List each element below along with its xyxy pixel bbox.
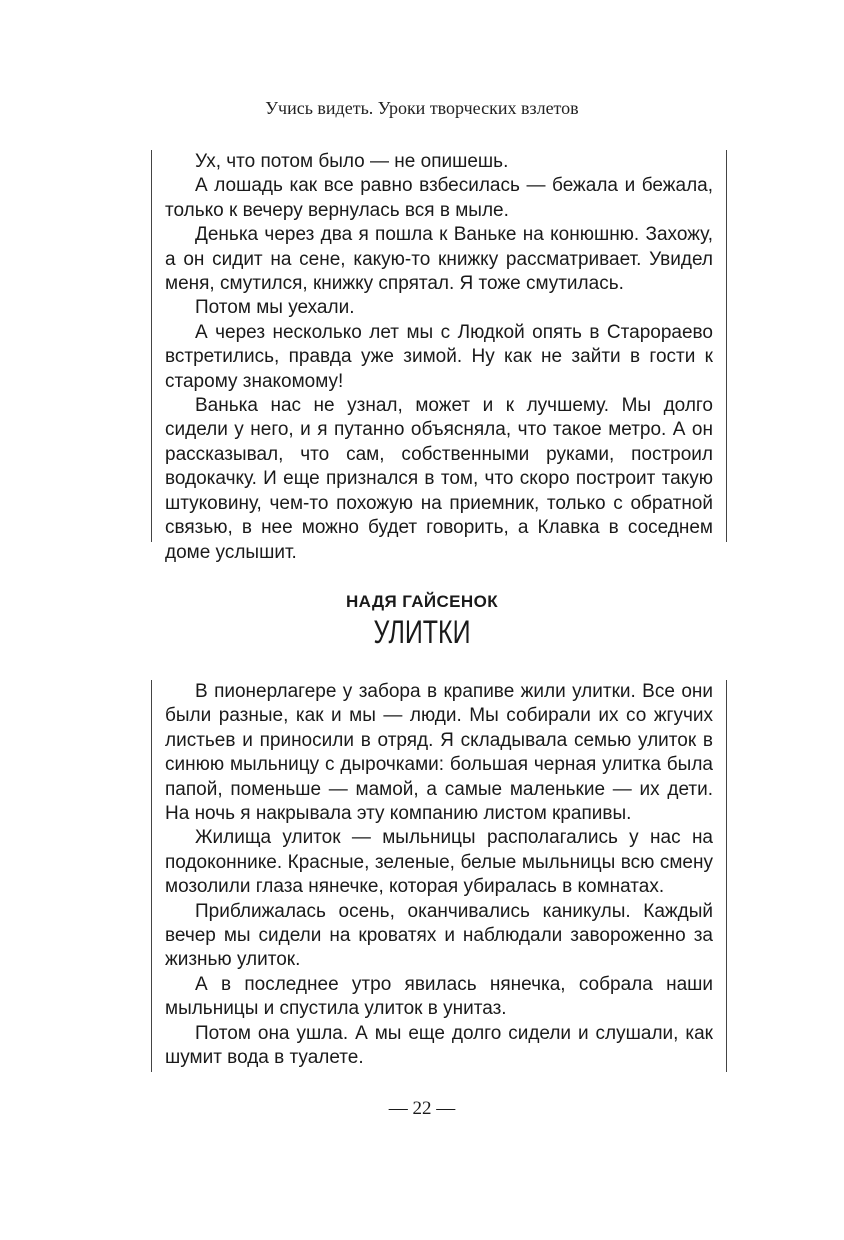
story-author: НАДЯ ГАЙСЕНОК xyxy=(346,592,498,611)
paragraph: Потом мы уехали. xyxy=(195,297,355,319)
paragraph: А лошадь как все равно взбесилась — бежала и бежала, только к вечеру вернулась вся в мыле. xyxy=(165,175,713,221)
paragraph: В пионерлагере у забора в крапиве жили улитки. Все они были разные, как и мы — люди. Мы собирали их со жгучих листьев и приносили в отряд. Я складывала семью улиток в синюю мыльницу с дырочками: большая черная улитка была папой, поменьше — мамой, а самые маленькие — их дети. На ночь я накрывала эту компанию листом крапивы. xyxy=(165,681,713,825)
story-title: УЛИТКИ xyxy=(373,614,471,650)
paragraph: А в последнее утро явилась нянечка, собрала наши мыльницы и спустила улиток в унитаз. xyxy=(165,973,713,1020)
story-excerpt-text xyxy=(151,150,727,563)
paragraph: Жилища улиток — мыльницы располагались у нас на подоконнике. Красные, зеленые, белые мыльницы всю смену мозолили глаза нянечке, которая убиралась в комнатах. xyxy=(165,827,713,898)
paragraph: Потом она ушла. А мы еще долго сидели и слушали, как шумит вода в туалете. xyxy=(165,1022,713,1069)
page-number: — 22 — xyxy=(388,1098,456,1119)
paragraph: Приближалась осень, оканчивались каникулы. Каждый вечер мы сидели на кроватях и наблюдали завороженно за жизнью улиток. xyxy=(165,900,713,971)
paragraph: Ванька нас не узнал, может и к лучшему. Мы долго сидели у него, и я путанно объясняла, что такое метро. А он рассказывал, что сам, собственными руками, построил водокачку. И еще признался в том, что скоро построит такую штуковину, чем-то похожую на приемник, только с обратной связью, в нее можно будет говорить, а Клавка в соседнем доме услышит. xyxy=(165,395,713,563)
paragraph: А через несколько лет мы с Людкой опять в Старораево встретились, правда уже зимой. Ну как не зайти в гости к старому знакомому! xyxy=(165,321,713,392)
story-text xyxy=(151,680,727,1072)
running-title: Учись видеть. Уроки творческих взлетов xyxy=(265,98,579,118)
paragraph: Денька через два я пошла к Ваньке на конюшню. Захожу, а он сидит на сене, какую-то книжку рассматривает. Увидел меня, смутился, книжку спрятал. Я тоже смутилась. xyxy=(165,224,713,295)
paragraph: Ух, что потом было — не опишешь. xyxy=(195,151,509,172)
